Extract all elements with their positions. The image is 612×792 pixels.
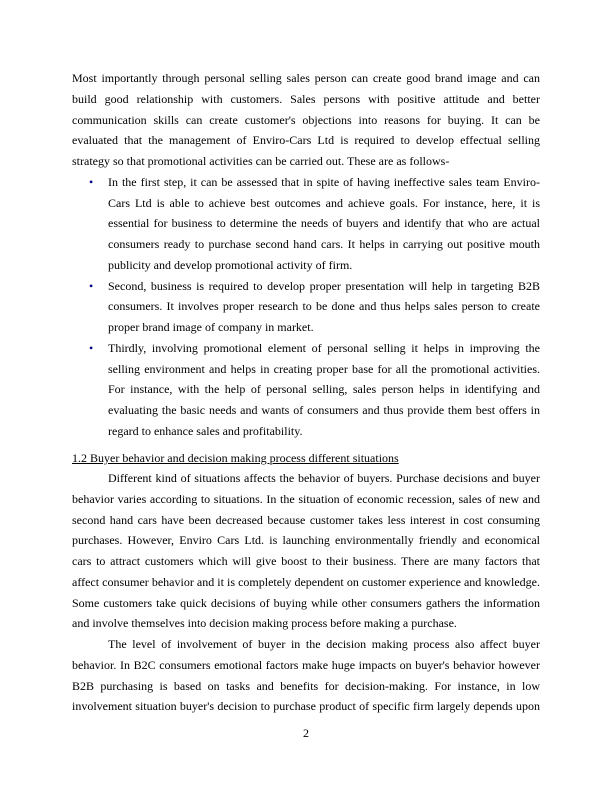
text-line: consumers ready to purchase second hand cars. It helps in carrying out positive mouth [108,237,540,251]
text-line: evaluated that the management of Enviro-Cars Ltd is required to develop effectual selling [72,133,540,148]
text-line: regard to enhance sales and profitability. [108,423,303,438]
text-line: Cars Ltd is able to achieve best outcomes and achieve goals. For instance, here, it is [108,195,540,210]
text-line: affect consumer behavior and it is completely dependent on customer experience and knowledge. [72,574,540,589]
text-line: Some customers take quick decisions of buying while other consumers gathers the information [72,595,540,610]
text-line: For instance, with the help of personal selling, sales person helps in identifying and [108,382,540,397]
text-line: behavior varies according to situations. In the situation of economic recession, sales of new and [72,491,540,506]
intro-paragraph [72,68,540,172]
section-heading: 1.2 Buyer behavior and decision making process different situations [72,451,399,465]
text-line: purchases. However, Enviro Cars Ltd. is launching environmentally friendly and economical [72,533,540,548]
list-item [72,276,540,338]
text-line: communication skills can create customer's objections into reasons for buying. It can be [72,112,540,127]
text-line: The level of involvement of buyer in the decision making process also affect buyer [108,637,540,651]
text-line: Most importantly through personal selling sales person can create good brand image and can [72,71,540,85]
text-line: strategy so that promotional activities can be carried out. These are as follows- [72,154,450,168]
text-line: build good relationship with customers. Sales persons with positive attitude and better [72,91,540,106]
text-line: selling environment and helps in creating proper base for all the promotional activities. [108,361,540,376]
text-line: Second, business is required to develop proper presentation will help in targeting B2B [108,278,540,293]
text-line: behavior. In B2C consumers emotional factors make huge impacts on buyer's behavior however [72,657,540,672]
text-line: evaluating the basic needs and wants of consumers and thus provide them best offers in [108,403,540,417]
text-line: cars to attract customers which will give boost to their business. There are many factors that [72,554,540,568]
page-number: 2 [303,726,309,740]
text-line: Thirdly, involving promotional element of personal selling it helps in improving the [108,340,540,355]
text-line: Different kind of situations affects the behavior of buyers. Purchase decisions and buyer [108,471,540,485]
text-line: consumers. It involves proper research to be done and thus helps sales person to create [108,299,540,314]
bullet-icon: • [89,340,94,355]
paragraph [72,468,540,634]
text-line: proper brand image of company in market. [108,320,314,334]
text-line: B2B purchasing is based on tasks and benefits for decision-making. For instance, in low [72,678,540,693]
bullet-icon: • [89,278,94,293]
text-line: involvement situation buyer's decision to purchase product of specific firm largely depends upon [72,699,540,714]
paragraph [72,634,540,717]
text-line: second hand cars have been decreased because customer takes less interest in cost consuming [72,512,540,527]
text-line: publicity and develop promotional activity of firm. [108,257,353,272]
list-item [72,338,540,442]
text-line: and involve themselves into decision making process before making a purchase. [72,616,457,631]
list-item [72,172,540,276]
bullet-list [72,172,540,442]
text-line: essential for business to determine the needs of buyers and identify that who are actual [108,216,540,231]
bullet-icon: • [89,174,94,189]
body-paragraphs [72,468,540,717]
text-line: In the first step, it can be assessed that in spite of having ineffective sales team Enviro- [108,174,540,189]
